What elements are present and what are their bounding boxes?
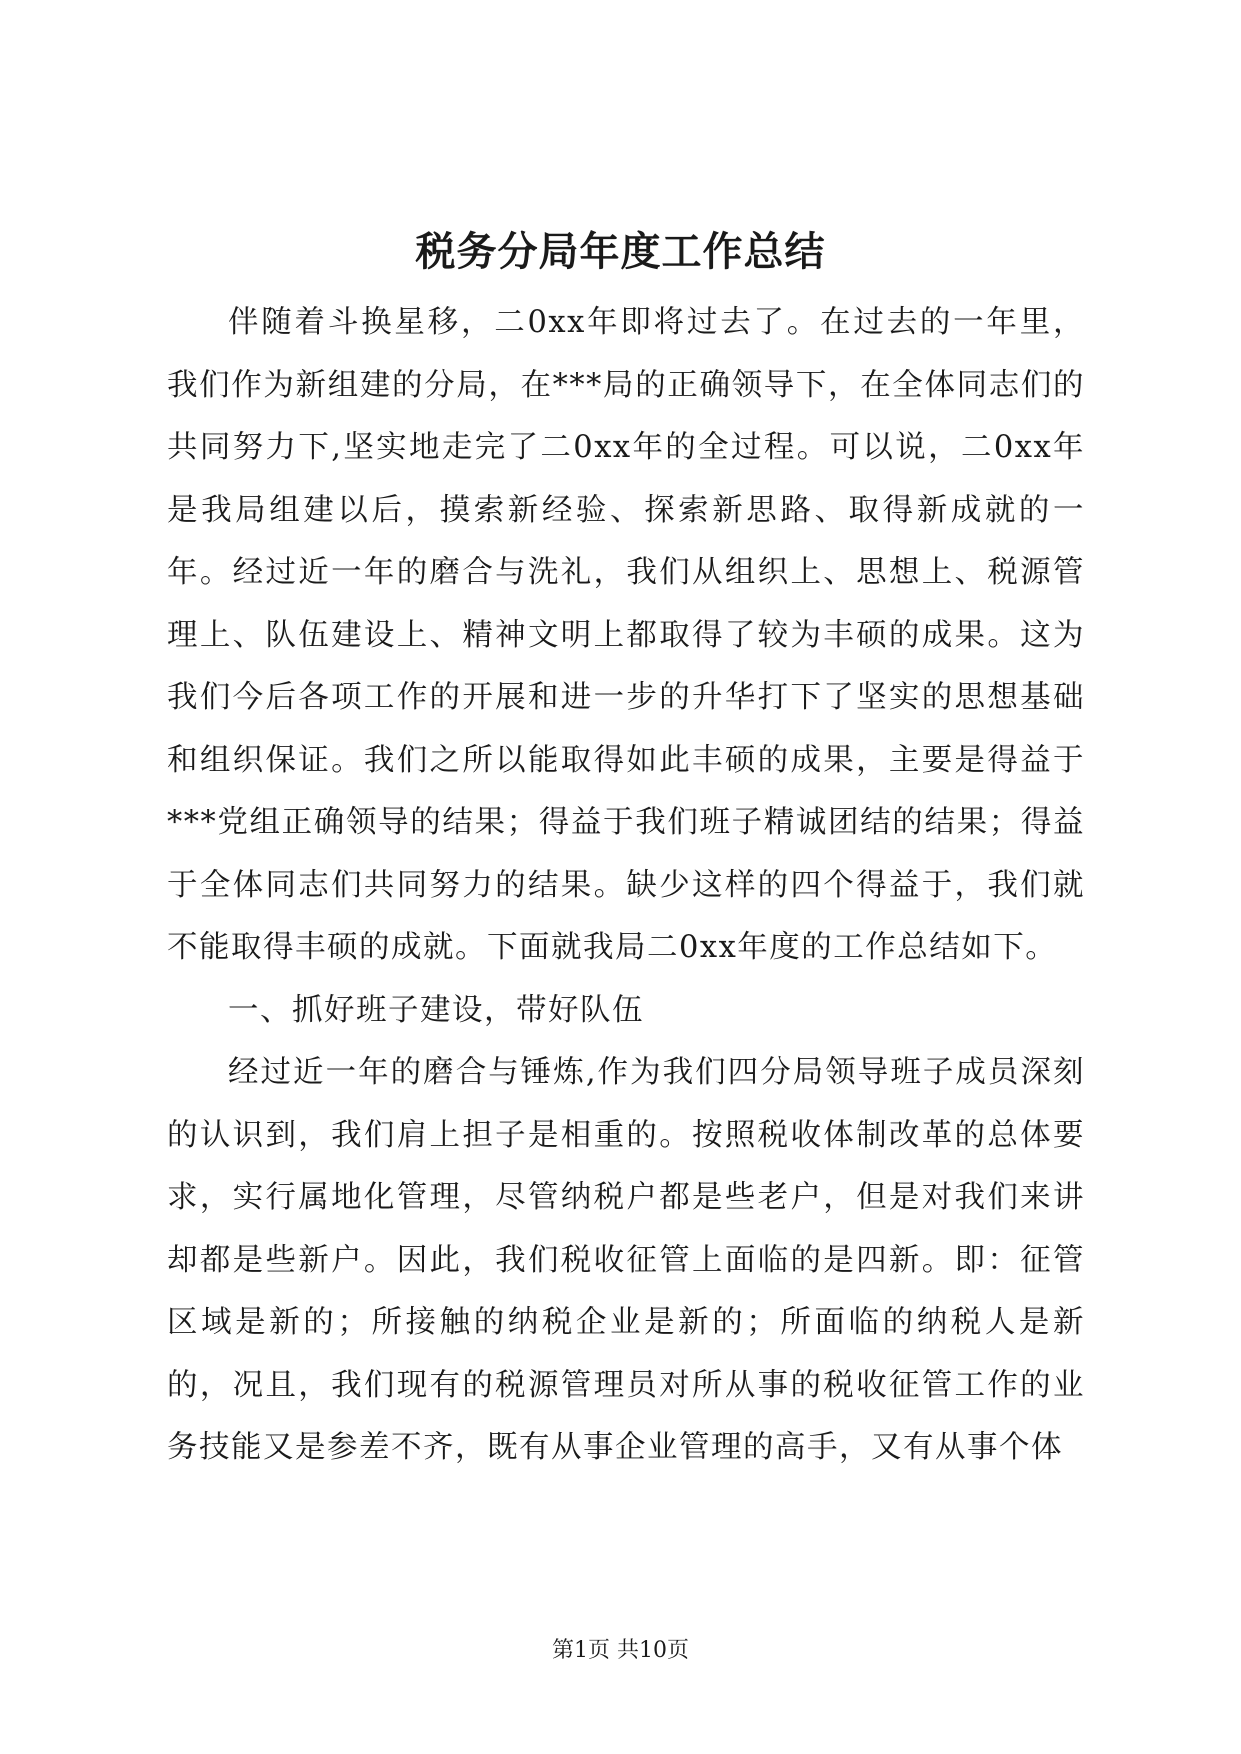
document-title: 税务分局年度工作总结 [415, 228, 826, 275]
paragraph-section-1: 经过近一年的磨合与锤炼,作为我们四分局领导班子成员深刻的认识到，我们肩上担子是相重的。按照税收体制改革的总体要求，实行属地化管理，尽管纳税户都是些老户，但是对我们来讲却都是些新户。因此，我们税收征管上面临的是四新。即：征管区域是新的；所接触的纳税企业是新的；所面临的纳税人是新的，况且，我们现有的税源管理员对所从事的税收征管工作的业务技能又是参差不齐，既有从事企业管理的高手，又有从事个体 [167, 1055, 1085, 1465]
paragraph-intro: 伴随着斗换星移，二0xx年即将过去了。在过去的一年里，我们作为新组建的分局，在***局的正确领导下，在全体同志们的共同努力下,坚实地走完了二0xx年的全过程。可以说，二0xx年是我局组建以后，摸索新经验、探索新思路、取得新成就的一年。经过近一年的磨合与洗礼，我们从组织上、思想上、税源管理上、队伍建设上、精神文明上都取得了较为丰硕的成果。这为我们今后各项工作的开展和进一步的升华打下了坚实的思想基础和组织保证。我们之所以能取得如此丰硕的成果，主要是得益于***党组正确领导的结果；得益于我们班子精诚团结的结果；得益于全体同志们共同努力的结果。缺少这样的四个得益于，我们就不能取得丰硕的成就。下面就我局二0xx年度的工作总结如下。 [167, 305, 1085, 965]
document-body [167, 292, 1085, 1480]
section-heading: 一、抓好班子建设，带好队伍 [228, 992, 644, 1028]
page-number: 第1页 共10页 [552, 1638, 689, 1663]
